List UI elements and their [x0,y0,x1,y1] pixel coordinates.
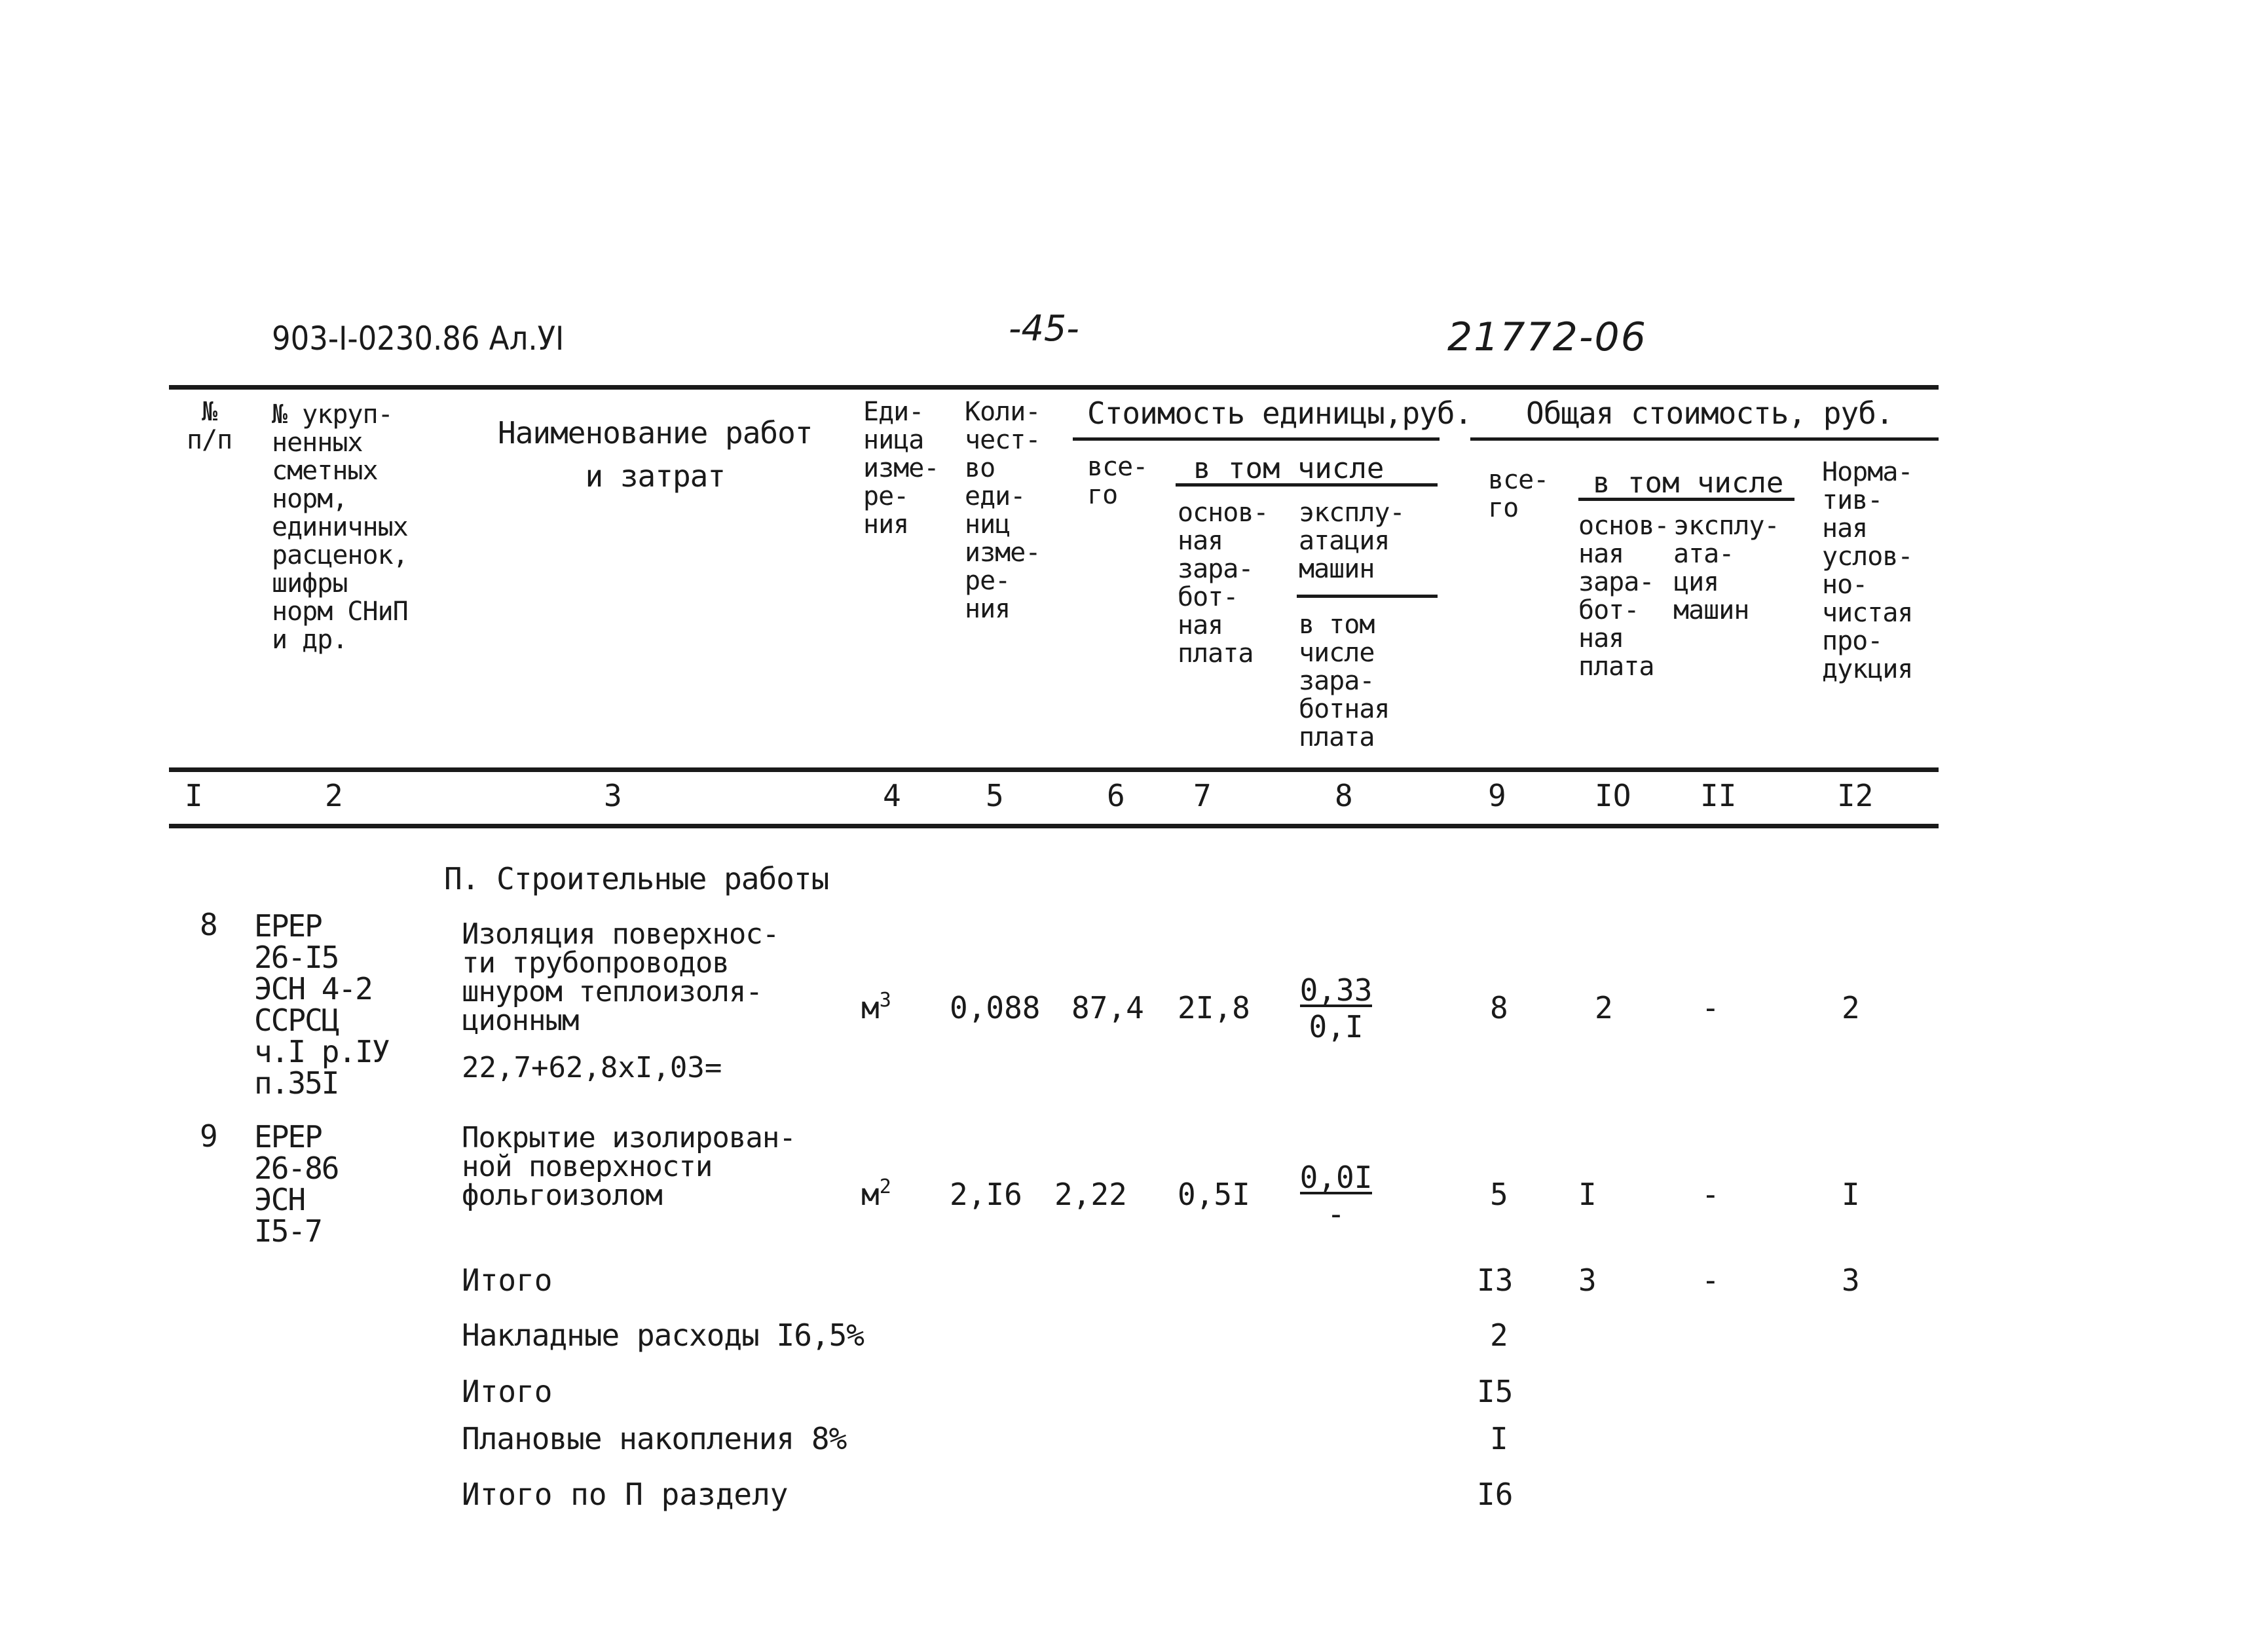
summary-label: Накладные расходы I6,5% [462,1318,864,1353]
header-col12: Норма- тив- ная услов- но- чистая про- дукция [1822,457,1913,684]
unit-label: м [861,990,880,1025]
machine-value: 0,0I [1299,1160,1373,1195]
header-total-cost-group: Общая стоимость, руб. [1526,396,1893,431]
page-number: -45- [1009,308,1079,349]
row-total-machine: - [1701,990,1720,1025]
row-number: 9 [200,1118,218,1154]
header-unit-cost-group: Стоимость единицы,руб. [1087,396,1472,431]
col-number-3: 3 [604,778,622,813]
header-total-incl: в том числе [1593,466,1784,500]
summary-label: Плановые накопления 8% [462,1421,847,1456]
machine-wage-value: 0,I [1309,1009,1364,1044]
row-unit-wage: 0,5I [1178,1177,1250,1212]
col-number-6: 6 [1107,778,1125,813]
machine-value: 0,33 [1299,972,1373,1008]
summary-label: Итого по П разделу [462,1477,789,1512]
col-number-11: II [1700,778,1737,813]
row-unit-machine [1297,1159,1375,1232]
row-net-product: 2 [1842,990,1860,1025]
inventory-number: 21772-06 [1447,314,1647,360]
row-number: 8 [200,907,218,942]
machine-wage-value: - [1327,1196,1345,1232]
header-col9: все- го [1488,465,1549,523]
row-total: 8 [1490,990,1508,1025]
row-name: Изоляция поверхнос- ти трубопроводов шнуром теплоизоля- ционным [462,917,779,1037]
row-total-machine: - [1701,1177,1720,1212]
summary-label: Итого [462,1374,553,1409]
col-number-4: 4 [883,778,901,813]
col-number-10: IO [1595,778,1631,813]
summary-total: I5 [1477,1374,1514,1409]
col-number-7: 7 [1193,778,1212,813]
total-cost-group-rule [1470,437,1939,441]
unit-power: 2 [879,1175,891,1198]
row-code: ЕРЕР 26-I5 ЭСН 4-2 ССРСЦ ч.I р.IУ п.35I [254,908,389,1101]
row-qty: 0,088 [950,990,1041,1025]
row-code: ЕРЕР 26-86 ЭСН I5-7 [254,1119,339,1249]
row-net-product: I [1842,1177,1860,1212]
row-unit-machine [1297,972,1375,1045]
summary-total: I [1490,1421,1508,1456]
row-unit-total: 2,22 [1054,1177,1127,1212]
header-col11: эксплу- ата- ция машин [1673,511,1779,625]
unit-cost-group-rule [1073,437,1440,441]
col-number-2: 2 [325,778,343,813]
row-unit [861,1175,891,1212]
header-col8-bottom: в том числе зара- ботная плата [1299,610,1390,752]
header-col10: основ- ная зара- бот- ная плата [1578,511,1669,682]
header-col8-top: эксплу- атация машин [1299,498,1405,584]
header-col4: Еди- ница изме- ре- ния [863,397,939,540]
header-col7: основ- ная зара- бот- ная плата [1178,498,1269,669]
col8-split-rule [1297,595,1438,598]
unit-power: 3 [879,989,891,1012]
header-col3: Наименование работ и затрат [498,415,813,494]
col-number-1: I [185,778,203,813]
row-qty: 2,I6 [950,1177,1022,1212]
document-code: 903-I-0230.86 Ал.УI [272,320,565,358]
row-unit [861,989,891,1025]
table-top-rule [169,385,1939,390]
summary-wage: 3 [1578,1263,1597,1298]
summary-total: I6 [1477,1477,1514,1512]
header-col5: Коли- чест- во еди- ниц изме- ре- ния [965,397,1041,624]
summary-label: Итого [462,1263,553,1298]
row-total-wage: 2 [1595,990,1613,1025]
row-unit-wage: 2I,8 [1178,990,1250,1025]
header-bottom-rule [169,767,1939,772]
summary-total: 2 [1490,1318,1508,1353]
summary-net: 3 [1842,1263,1860,1298]
header-col6: все- го [1087,452,1148,510]
section-title: П. Строительные работы [444,861,829,896]
col-number-12: I2 [1837,778,1874,813]
row-name: Покрытие изолирован- ной поверхности фольгоизолом [462,1121,796,1212]
header-unit-incl: в том числе [1193,452,1385,485]
unit-label: м [861,1177,880,1212]
row-unit-total: 87,4 [1071,990,1144,1025]
header-col2: № укруп- ненных сметных норм, единичных расценок, шифры норм СНиП и др. [272,399,408,655]
summary-machine: - [1701,1263,1720,1298]
col-number-5: 5 [986,778,1004,813]
col-number-8: 8 [1335,778,1353,813]
row-total-wage: I [1578,1177,1597,1212]
row-total: 5 [1490,1177,1508,1212]
row-formula: 22,7+62,8хI,03= [462,1051,722,1084]
col-numbers-bottom-rule [169,824,1939,828]
col-number-9: 9 [1488,778,1506,813]
header-col1: № п/п [187,397,232,455]
summary-total: I3 [1477,1263,1514,1298]
